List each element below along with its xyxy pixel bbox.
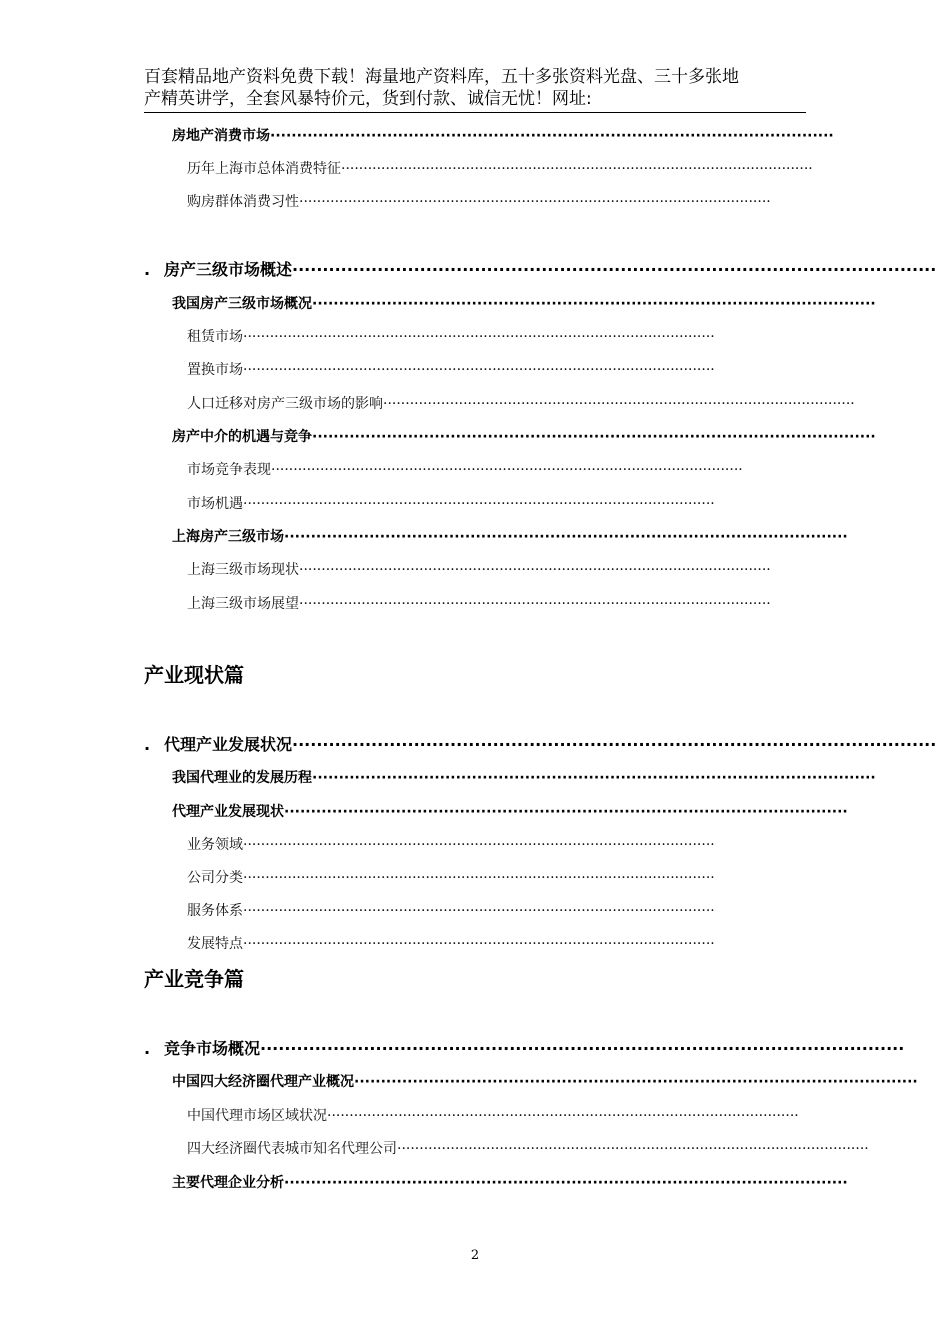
toc-leader-dots: ·········································································································· bbox=[243, 362, 715, 378]
toc-entry[interactable] bbox=[187, 1104, 799, 1128]
toc-entry-label: 置换市场 bbox=[187, 362, 243, 378]
toc-leader-dots: ·········································································································· bbox=[284, 529, 848, 545]
toc-entry-label: 四大经济圈代表城市知名代理公司 bbox=[187, 1141, 397, 1157]
toc-leader-dots: ·········································································································· bbox=[243, 870, 715, 886]
toc-entry-label: 代理产业发展现状 bbox=[172, 804, 284, 820]
header-line-1: 百套精品地产资料免费下载！海量地产资料库，五十多张资料光盘、三十多张地 bbox=[144, 67, 739, 87]
toc-entry[interactable] bbox=[187, 458, 743, 482]
toc-entry-label: 业务领域 bbox=[187, 837, 243, 853]
toc-leader-dots: ·········································································································· bbox=[299, 562, 771, 578]
header-line-2: 产精英讲学，全套风暴特价元，货到付款、诚信无忧！网址: bbox=[144, 89, 592, 109]
toc-entry-label: 房产三级市场概述 bbox=[164, 260, 293, 279]
toc-entry-label: 房产中介的机遇与竞争 bbox=[172, 429, 312, 445]
toc-entry[interactable] bbox=[172, 425, 876, 449]
toc-entry[interactable] bbox=[172, 1070, 918, 1094]
toc-entry-label: 历年上海市总体消费特征 bbox=[187, 161, 341, 177]
toc-entry-label: 市场机遇 bbox=[187, 496, 243, 512]
toc-leader-dots: ·········································································································· bbox=[327, 1108, 799, 1124]
toc-entry[interactable] bbox=[172, 800, 848, 824]
toc-leader-dots: ·········································································································· bbox=[312, 296, 876, 312]
toc-entry[interactable] bbox=[172, 525, 848, 549]
toc-leader-dots: ·········································································································· bbox=[243, 496, 715, 512]
toc-entry[interactable] bbox=[187, 1137, 869, 1161]
toc-entry[interactable] bbox=[187, 833, 725, 857]
toc-leader-dots: ·········································································································· bbox=[341, 161, 813, 177]
toc-leader-dots: ·········································································································· bbox=[284, 1175, 848, 1191]
toc-entry[interactable] bbox=[172, 124, 834, 148]
toc-entry-label: 公司分类 bbox=[187, 870, 243, 886]
toc-leader-dots: ·········································································································· bbox=[271, 462, 743, 478]
toc-leader-dots: ·········································································································· bbox=[243, 329, 715, 345]
toc-entry-label: 人口迁移对房产三级市场的影响 bbox=[187, 396, 383, 412]
toc-bullet: . bbox=[144, 1039, 151, 1058]
toc-leader-dots: ·········································································································· bbox=[299, 596, 771, 612]
toc-entry-label: 代理产业发展状况 bbox=[164, 735, 293, 754]
toc-entry[interactable] bbox=[144, 733, 937, 757]
toc-leader-dots: ·········································································································· bbox=[284, 804, 848, 820]
toc-entry-label: 我国代理业的发展历程 bbox=[172, 770, 312, 786]
toc-leader-dots: ·········································································································· bbox=[312, 429, 876, 445]
toc-entry[interactable] bbox=[187, 190, 771, 214]
toc-entry-label: 中国四大经济圈代理产业概况 bbox=[172, 1074, 354, 1090]
toc-entry[interactable] bbox=[187, 358, 715, 382]
toc-entry-label: 市场竞争表现 bbox=[187, 462, 271, 478]
toc-entry[interactable] bbox=[187, 157, 813, 181]
toc-entry-label: 中国代理市场区域状况 bbox=[187, 1108, 327, 1124]
toc-bullet: . bbox=[144, 735, 151, 754]
toc-leader-dots: ·········································································································· bbox=[312, 770, 876, 786]
toc-entry-label: 房地产消费市场 bbox=[172, 128, 270, 144]
toc-leader-dots: ·········································································································· bbox=[260, 1039, 905, 1058]
section-heading: 产业竞争篇 bbox=[144, 967, 244, 991]
toc-entry-label: 竞争市场概况 bbox=[164, 1039, 261, 1058]
section-heading: 产业现状篇 bbox=[144, 663, 244, 687]
toc-entry[interactable] bbox=[187, 866, 725, 890]
toc-entry-label: 主要代理企业分析 bbox=[172, 1175, 284, 1191]
toc-entry-label: 服务体系 bbox=[187, 903, 243, 919]
toc-entry[interactable] bbox=[187, 558, 771, 582]
toc-entry[interactable] bbox=[187, 325, 715, 349]
toc-entry[interactable] bbox=[187, 492, 715, 516]
toc-entry[interactable] bbox=[172, 1171, 848, 1195]
toc-leader-dots: ·········································································································· bbox=[292, 735, 937, 754]
toc-entry-label: 上海三级市场现状 bbox=[187, 562, 299, 578]
toc-leader-dots: ·········································································································· bbox=[243, 936, 715, 952]
toc-entry-label: 发展特点 bbox=[187, 936, 243, 952]
toc-leader-dots: ·········································································································· bbox=[243, 837, 715, 853]
toc-entry-label: 上海三级市场展望 bbox=[187, 596, 299, 612]
toc-entry[interactable] bbox=[187, 899, 725, 923]
toc-leader-dots: ·········································································································· bbox=[292, 260, 937, 279]
toc-entry-label: 租赁市场 bbox=[187, 329, 243, 345]
toc-bullet: . bbox=[144, 260, 151, 279]
toc-entry-label: 我国房产三级市场概况 bbox=[172, 296, 312, 312]
toc-entry[interactable] bbox=[187, 592, 771, 616]
toc-leader-dots: ·········································································································· bbox=[383, 396, 855, 412]
toc-entry[interactable] bbox=[172, 292, 876, 316]
page-number: 2 bbox=[470, 1248, 480, 1263]
toc-entry[interactable] bbox=[172, 766, 876, 790]
toc-leader-dots: ·········································································································· bbox=[243, 903, 715, 919]
toc-entry[interactable] bbox=[144, 258, 937, 282]
toc-leader-dots: ·········································································································· bbox=[397, 1141, 869, 1157]
toc-leader-dots: ·········································································································· bbox=[270, 128, 834, 144]
toc-entry-label: 上海房产三级市场 bbox=[172, 529, 284, 545]
toc-entry-label: 购房群体消费习性 bbox=[187, 194, 299, 210]
toc-entry[interactable] bbox=[187, 932, 725, 956]
toc-leader-dots: ·········································································································· bbox=[299, 194, 771, 210]
toc-entry[interactable] bbox=[144, 1037, 905, 1061]
toc-leader-dots: ·········································································································· bbox=[354, 1074, 918, 1090]
toc-entry[interactable] bbox=[187, 392, 855, 416]
